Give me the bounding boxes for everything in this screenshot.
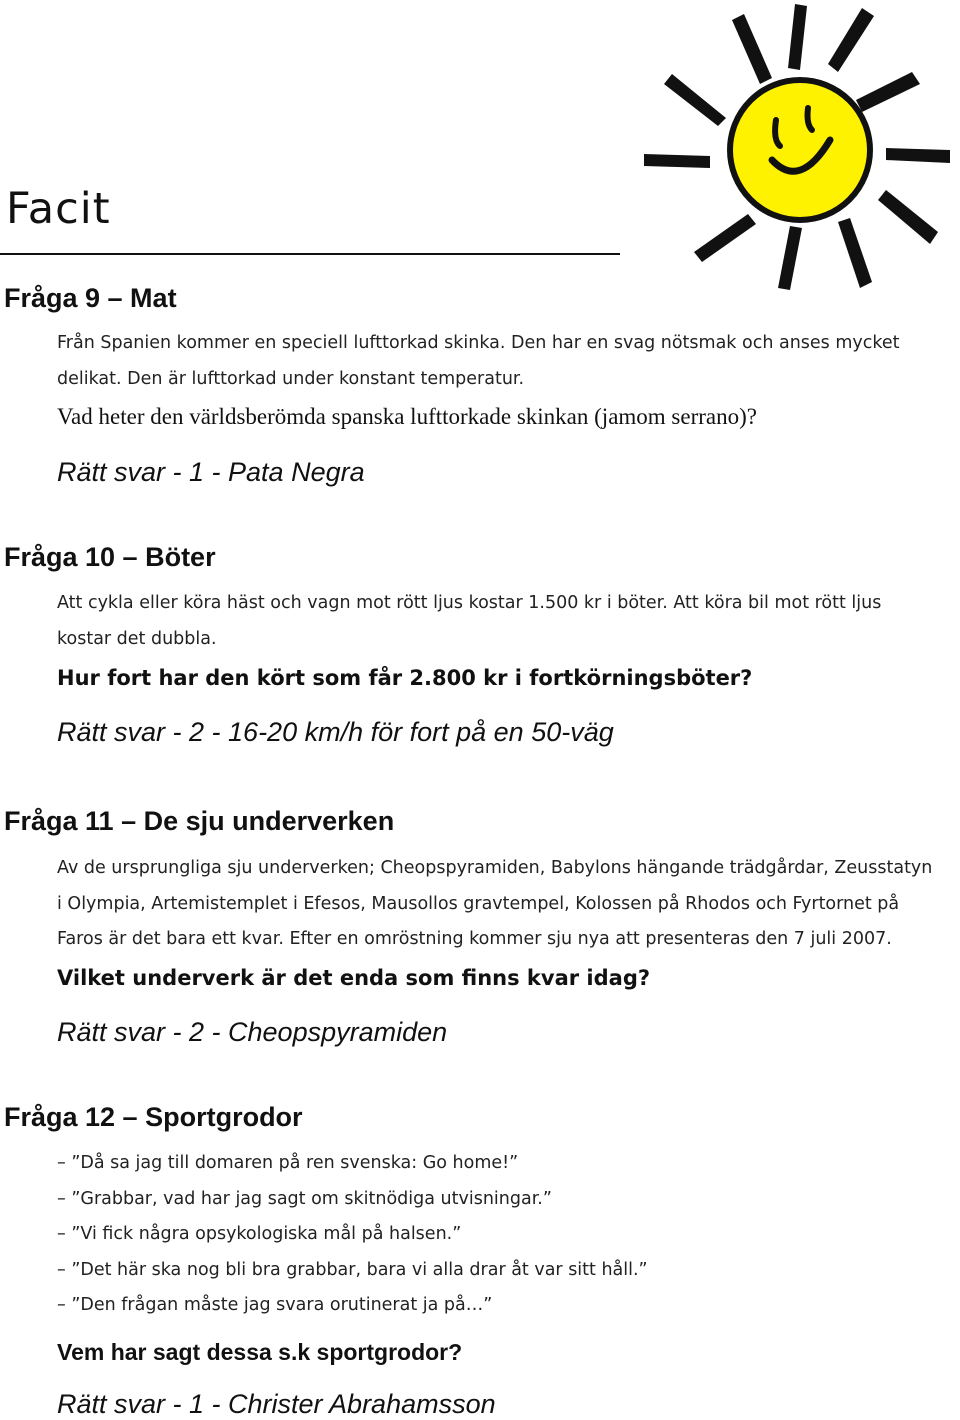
question-9-text: Från Spanien kommer en speciell lufttorkad skinka. Den har en svag nötsmak och anses mycket delikat. Den är lufttorkad under konstant temperatur. [57,333,900,389]
title-divider [0,253,620,255]
question-10-heading: Fråga 10 – Böter [4,542,216,572]
list-item: – ”Vi fick några opsykologiska mål på halsen.” [57,1224,462,1244]
question-11-answer: Rätt svar - 2 - Cheopspyramiden [57,1017,448,1047]
question-12-question: Vem har sagt dessa s.k sportgrodor? [57,1339,463,1365]
question-12-answer: Rätt svar - 1 - Christer Abrahamsson [57,1389,496,1419]
question-10-answer: Rätt svar - 2 - 16-20 km/h för fort på en 50-väg [57,717,614,747]
question-11-question: Vilket underverk är det enda som finns kvar idag? [57,966,651,990]
question-11-heading: Fråga 11 – De sju underverken [4,806,395,836]
list-item: – ”Den frågan måste jag svara orutinerat ja på…” [57,1295,493,1315]
question-10-text: Att cykla eller köra häst och vagn mot rött ljus kostar 1.500 kr i böter. Att köra bil mot rött ljus kostar det dubbla. [57,593,882,649]
list-item: – ”Det här ska nog bli bra grabbar, bara vi alla drar åt var sitt håll.” [57,1259,648,1280]
question-12-heading: Fråga 12 – Sportgrodor [4,1102,303,1132]
question-9-question: Vad heter den världsberömda spanska lufttorkade skinkan (jamom serrano)? [57,404,757,429]
question-9-answer: Rätt svar - 1 - Pata Negra [57,457,365,487]
list-item: – ”Då sa jag till domaren på ren svenska: Go home!” [57,1153,519,1173]
quote-list [57,1146,648,1324]
smiling-sun-icon [640,0,960,300]
question-9-heading: Fråga 9 – Mat [4,283,177,313]
question-10-question: Hur fort har den kört som får 2.800 kr i fortkörningsböter? [57,666,753,690]
question-11-text: Av de ursprungliga sju underverken; Cheopspyramiden, Babylons hängande trädgårdar, Zeusstatyn i Olympia, Artemistemplet i Efesos, Mausollos gravtempel, Kolossen på Rhodos och Fyrtornet på Faros är det bara ett kvar. Efter en omröstning kommer sju nya att presenteras den 7 juli 2007. [57,858,933,949]
list-item: – ”Grabbar, vad har jag sagt om skitnödiga utvisningar.” [57,1188,552,1209]
page-title: Facit [6,184,111,234]
